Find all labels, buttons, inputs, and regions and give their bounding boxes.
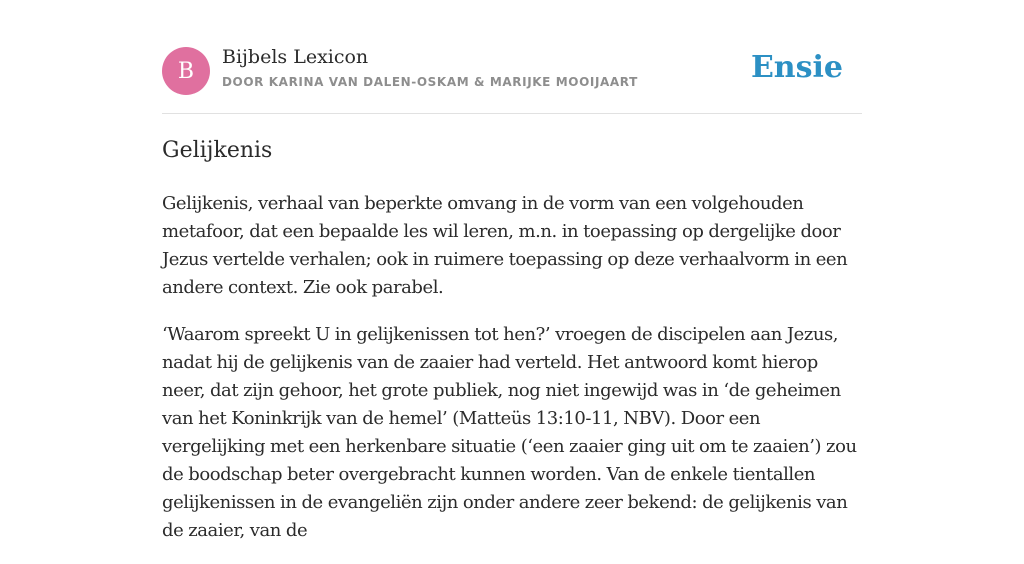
article-body — [162, 190, 862, 564]
paragraph-definition: Gelijkenis, verhaal van beperkte omvang in de vorm van een volgehouden metafoor, dat een bepaalde les wil leren, m.n. in toepassing op dergelijke door Jezus vertelde verhalen; ook in ruimere toepassing op deze verhaalvorm in een andere context. Zie ook parabel. — [162, 193, 848, 298]
page-title: Gelijkenis — [162, 138, 273, 163]
avatar[interactable]: B — [162, 47, 210, 95]
authors-byline: DOOR KARINA VAN DALEN-OSKAM & MARIJKE MOOIJAART — [222, 75, 638, 89]
paragraph-explanation: ‘Waarom spreekt U in gelijkenissen tot hen?’ vroegen de discipelen aan Jezus, nadat hij de gelijkenis van de zaaier had verteld. Het antwoord komt hierop neer, dat zijn gehoor, het grote publiek, nog niet ingewijd was in ‘de geheimen van het Koninkrijk van de hemel’ (Matteüs 13:10-11, NBV). Door een vergelijking met een herkenbare situatie (‘een zaaier ging uit om te zaaien’) zou de boodschap beter overgebracht kunnen worden. Van de enkele tientallen gelijkenissen in de evangeliën zijn onder andere zeer bekend: de gelijkenis van de zaaier, van de — [162, 324, 857, 541]
header — [162, 0, 862, 114]
page — [162, 0, 862, 541]
book-title[interactable]: Bijbels Lexicon — [222, 46, 369, 68]
brand-logo[interactable]: Ensie — [750, 50, 843, 85]
